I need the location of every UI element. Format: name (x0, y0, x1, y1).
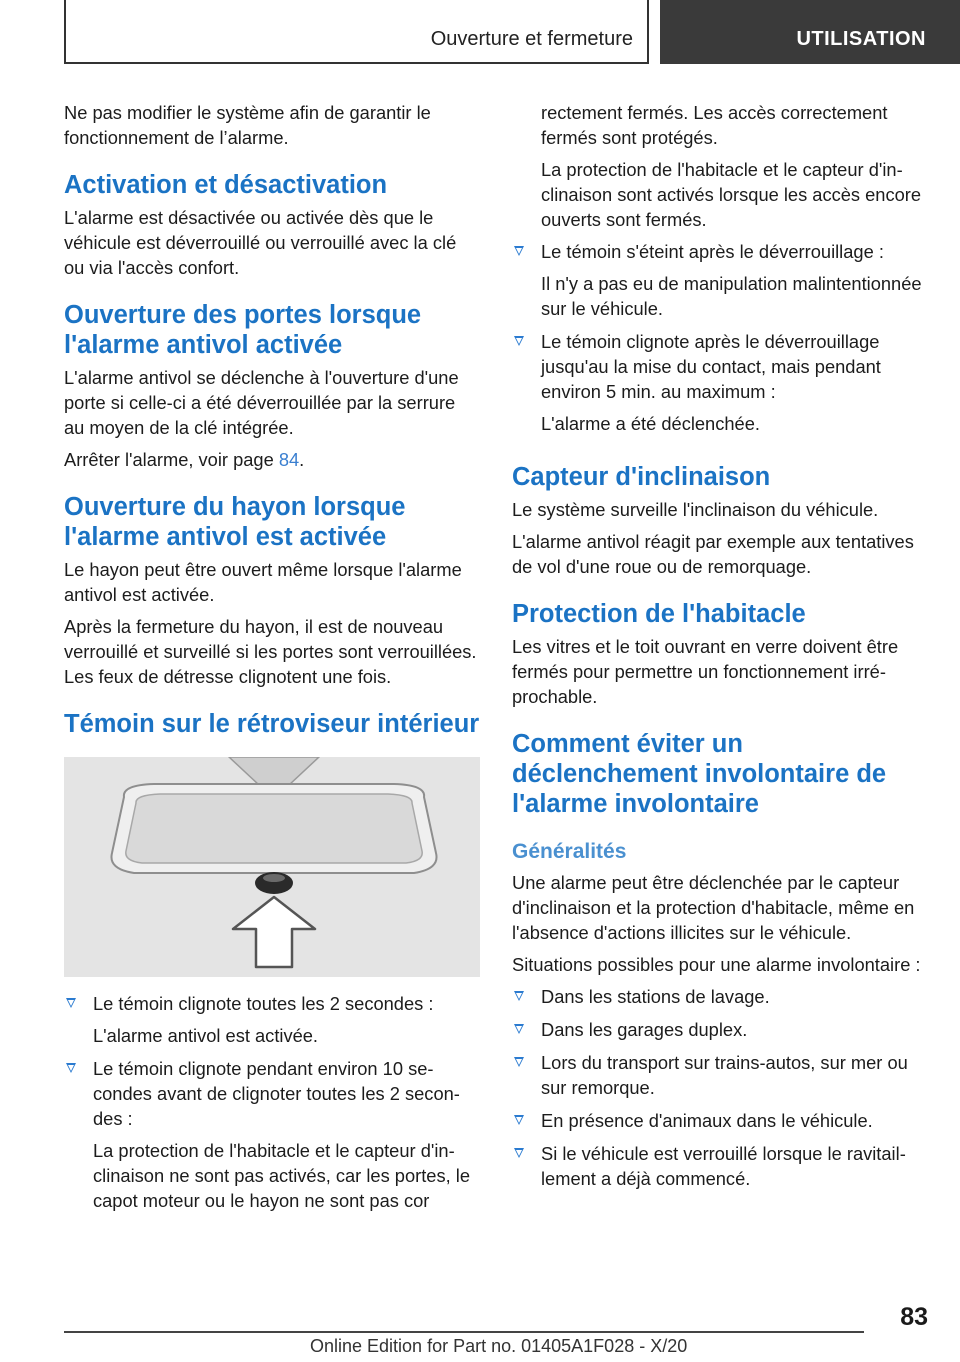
header-chapter: Ouverture et fermeture (430, 28, 633, 50)
inclinaison-text-1: Le système surveille l'inclinaison du véhicule. (512, 499, 879, 520)
hayon-text-2: Après la fermeture du hayon, il est de nouveau verrouillé et surveillé si les portes sont verrouillées. Les feux de détresse clignotent une fois. (64, 616, 477, 687)
list-item-text: Le témoin s'éteint après le déverrouillage : (541, 241, 884, 262)
list-item-detail: L'alarme antivol est activée. (93, 1025, 319, 1046)
list-item (64, 991, 480, 1048)
list-item-text: Dans les garages duplex. (541, 1019, 748, 1040)
inclinaison-heading: Capteur d'inclinaison (512, 463, 771, 491)
list-item (512, 984, 928, 1009)
triangle-bullet-icon (514, 1148, 524, 1158)
list-item-text: Le témoin clignote toutes les 2 secondes : (93, 993, 434, 1014)
stop-alarm-text (64, 447, 480, 472)
hayon-heading: Ouverture du hayon lorsque l'alarme antivol est activée (64, 493, 406, 551)
generalites-heading: Généralités (512, 840, 627, 863)
triangle-bullet-icon (514, 336, 524, 346)
habitacle-heading: Protection de l'habitacle (512, 600, 806, 628)
right-column (512, 100, 928, 1199)
portes-text: L'alarme antivol se déclenche à l'ouverture d'une porte si celle-ci a été déverrouillée par la serrure au moyen de la clé intégrée. (64, 367, 459, 438)
list-item-detail: La protection de l'habitacle et le capteur d'inclinaison ne sont pas activés, car les portes, le capot moteur ou le hayon ne sont pas cor (93, 1140, 470, 1211)
inclinaison-text-2: L'alarme antivol réagit par exemple aux tentatives de vol d'une roue ou de remorquage. (512, 531, 914, 577)
list-item (512, 1050, 928, 1100)
list-item (64, 1056, 480, 1213)
list-item (512, 1108, 928, 1133)
triangle-bullet-icon (66, 1063, 76, 1073)
stop-alarm-prefix: Arrêter l'alarme, voir page (64, 449, 279, 470)
situations-list (512, 984, 928, 1191)
temoin-list-continued (512, 239, 928, 436)
list-item-text: En présence d'animaux dans le véhicule. (541, 1110, 873, 1131)
stop-alarm-suffix: . (299, 449, 305, 470)
mirror-drawing (64, 757, 480, 977)
hayon-text-1: Le hayon peut être ouvert même lorsque l'alarme antivol est activée. (64, 559, 462, 605)
list-item-text: Lors du transport sur trains-autos, sur mer ou sur remorque. (541, 1052, 908, 1098)
triangle-bullet-icon (514, 1115, 524, 1125)
eviter-text-1: Une alarme peut être déclenchée par le capteur d'inclinaison et la protection d'habitacle, même en l'absence d'actions illicites sur le véhicule. (512, 872, 915, 943)
rearview-mirror-illustration (64, 757, 480, 977)
header-section-box (660, 0, 960, 64)
list-item (512, 239, 928, 321)
intro-text: Ne pas modifier le système afin de garantir le fonctionnement de l’alarme. (64, 102, 431, 148)
list-item-text: Le témoin clignote après le déverrouillage jusqu'au la mise du contact, mais pendant environ 5 min. au maximum : (541, 331, 881, 402)
eviter-text-2: Situations possibles pour une alarme involontaire : (512, 954, 921, 975)
list-item-text: Dans les stations de lavage. (541, 986, 770, 1007)
portes-heading: Ouverture des portes lorsque l'alarme antivol activée (64, 301, 422, 359)
temoin-heading: Témoin sur le rétroviseur intérieur (64, 710, 480, 738)
triangle-bullet-icon (514, 246, 524, 256)
triangle-bullet-icon (514, 991, 524, 1001)
footer-edition: Online Edition for Part no. 01405A1F028 - X/20 (310, 1336, 688, 1356)
list-item-text: Si le véhicule est verrouillé lorsque le ravitaillement a déjà commencé. (541, 1143, 906, 1189)
activation-text: L'alarme est désactivée ou activée dès que le véhicule est déverrouillé ou verrouillé avec la clé ou via l'accès confort. (64, 207, 457, 278)
page-number: 83 (900, 1303, 928, 1331)
list-item-text: Le témoin clignote pendant environ 10 secondes avant de clignoter toutes les 2 secondes : (93, 1058, 460, 1129)
triangle-bullet-icon (514, 1024, 524, 1034)
list-item-detail: Il n'y a pas eu de manipulation malintentionnée sur le véhicule. (541, 273, 922, 319)
eviter-heading: Comment éviter un déclenchement involontaire de l'alarme involontaire (512, 730, 887, 818)
activation-heading: Activation et désactivation (64, 171, 388, 199)
page-link-84[interactable]: 84 (278, 449, 300, 470)
triangle-bullet-icon (514, 1057, 524, 1067)
triangle-bullet-icon (66, 998, 76, 1008)
list-item-detail: L'alarme a été déclenchée. (541, 413, 760, 434)
temoin-list (64, 991, 480, 1213)
habitacle-text: Les vitres et le toit ouvrant en verre doivent être fermés pour permettre un fonctionnement irréprochable. (512, 636, 899, 707)
list-item (512, 1141, 928, 1191)
continued-text-2: La protection de l'habitacle et le capteur d'inclinaison sont activés lorsque les accès encore ouverts sont fermés. (541, 159, 922, 230)
list-item (512, 1017, 928, 1042)
header-section: UTILISATION (796, 28, 926, 50)
continued-text-1: rectement fermés. Les accès correctement fermés sont protégés. (541, 102, 888, 148)
left-column (64, 100, 480, 1221)
footer-divider (64, 1331, 864, 1333)
list-item (512, 329, 928, 436)
header-chapter-box (64, 0, 649, 64)
